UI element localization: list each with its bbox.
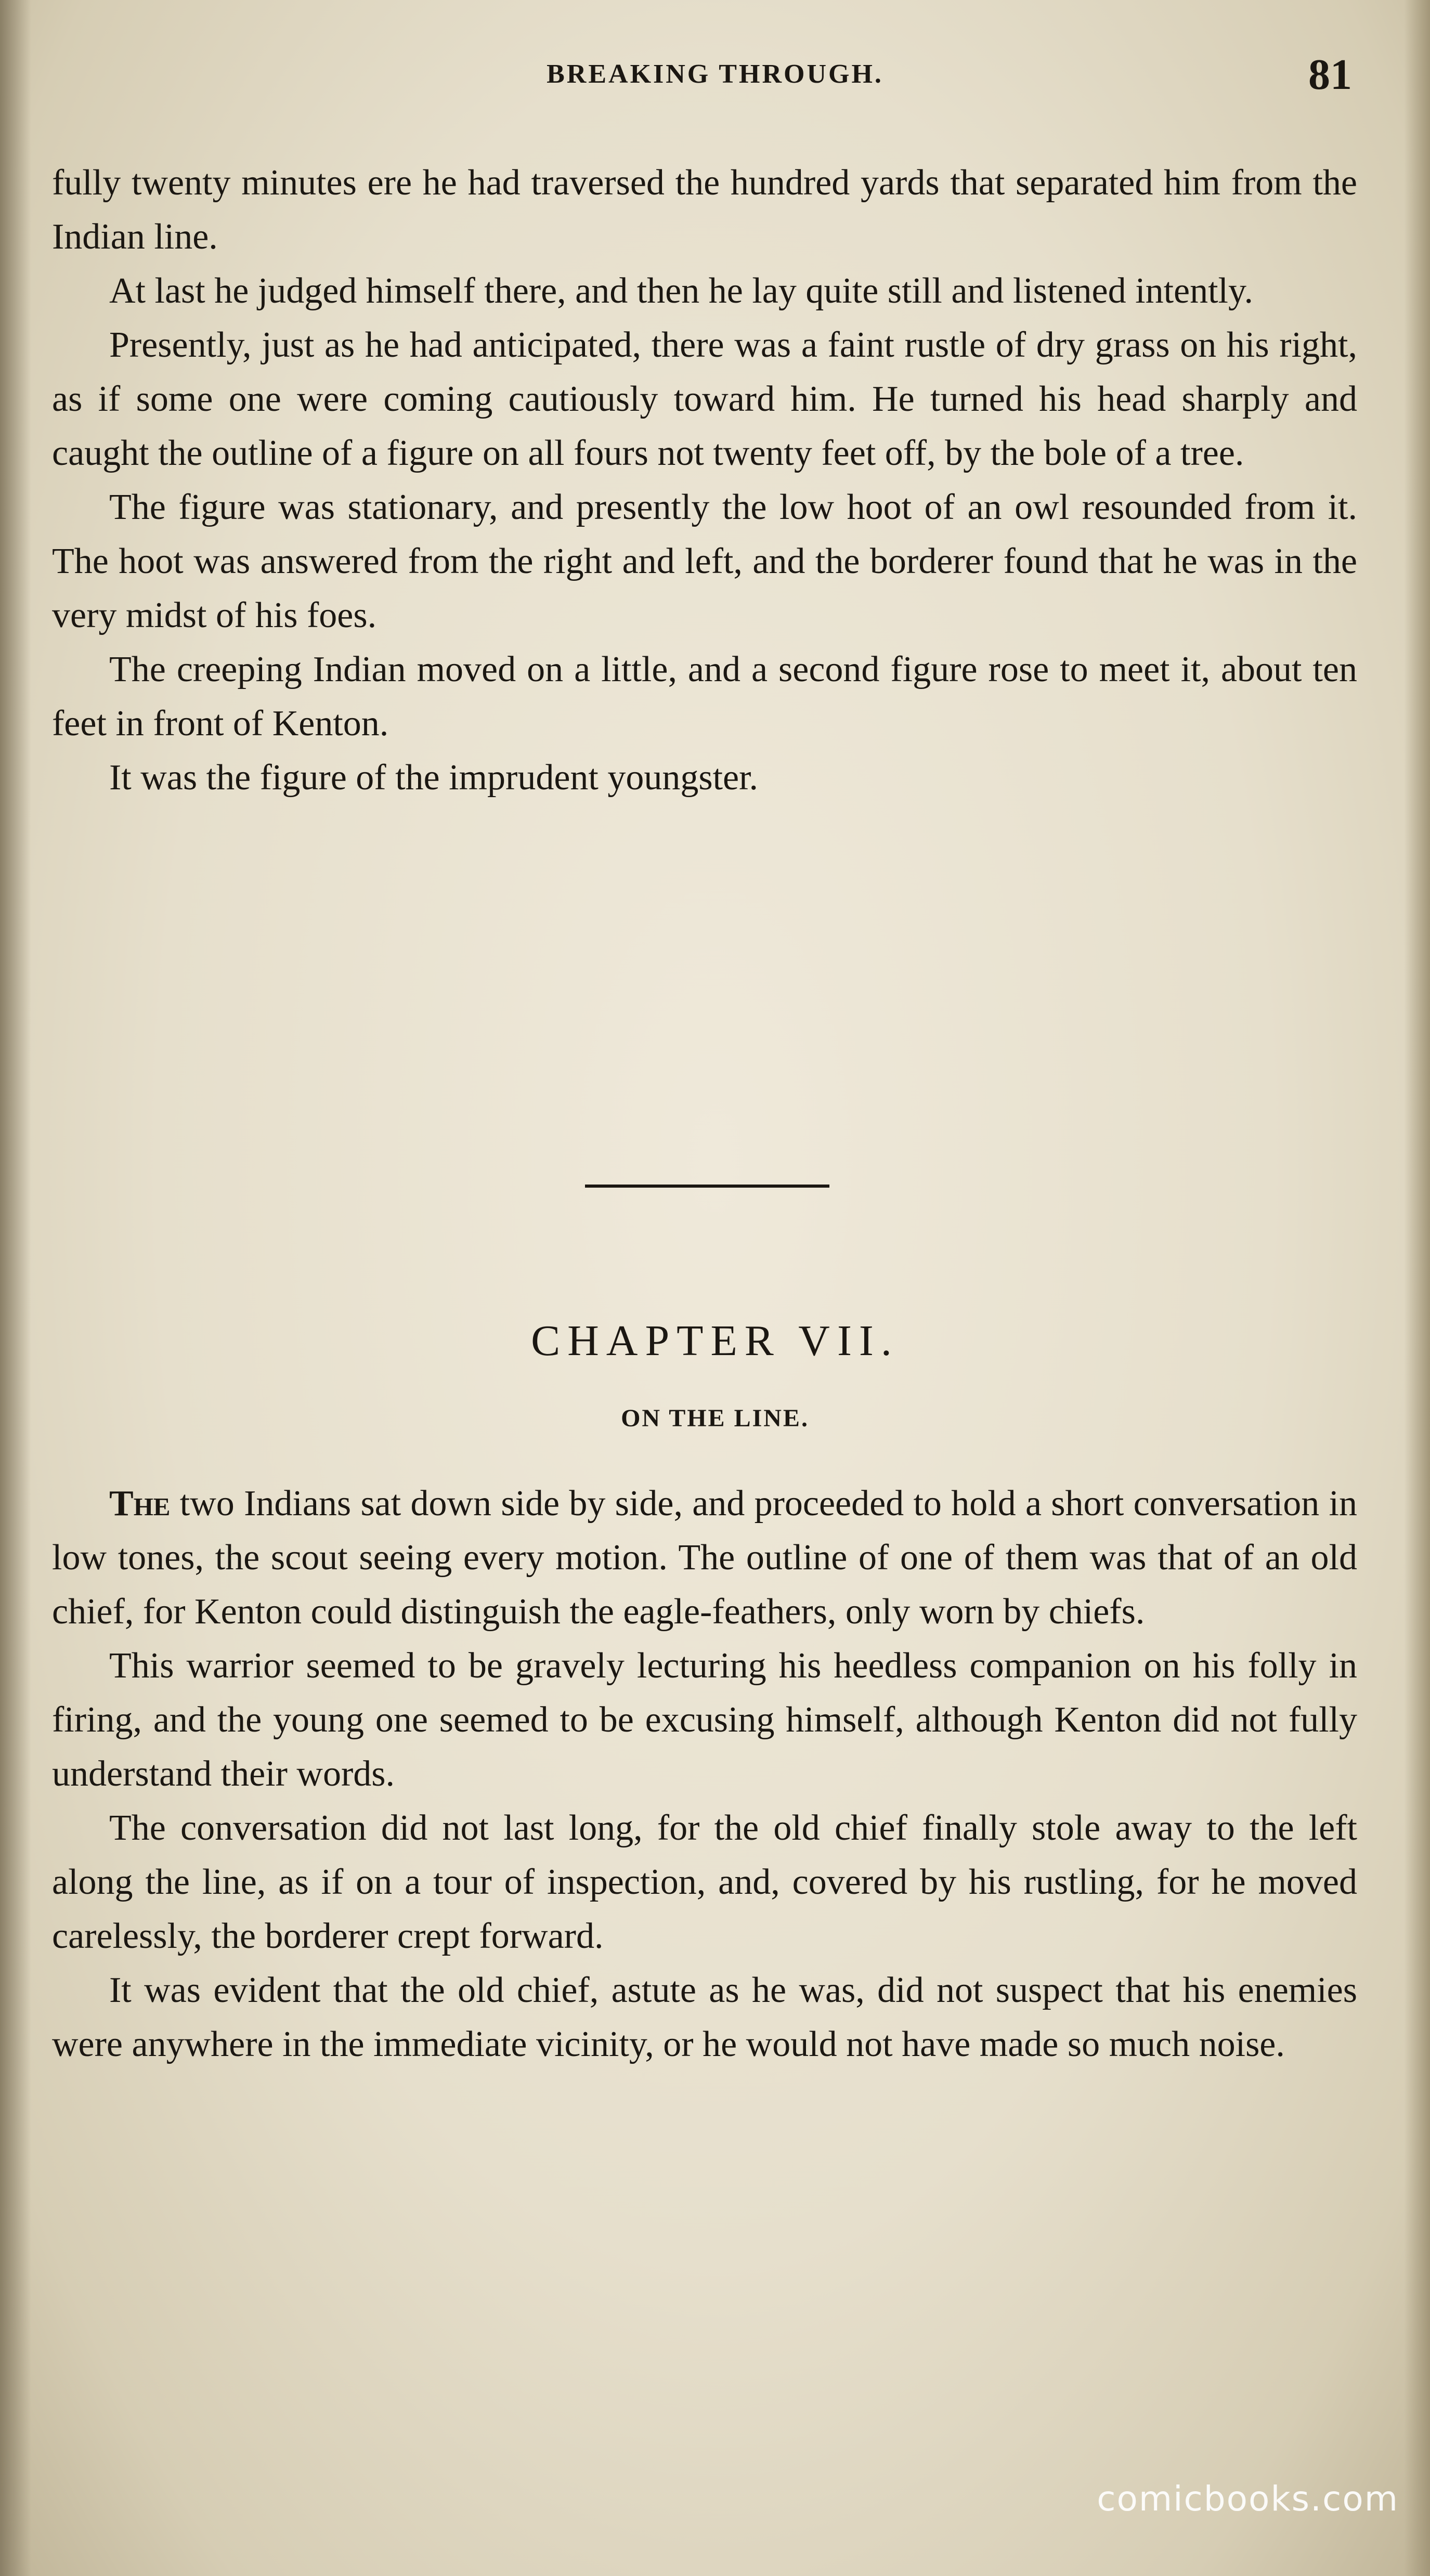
paragraph: It was the figure of the imprudent youngster. [109, 758, 759, 798]
paragraph: The figure was stationary, and presently the low hoot of an owl resounded from it. The hoot was answered from the right and left, and the borderer found that he was in the very midst of his foes. [52, 487, 1357, 635]
section-breaking-through [52, 156, 1357, 805]
section-on-the-line [52, 1477, 1357, 2072]
paragraph: At last he judged himself there, and then he lay quite still and listened intently. [109, 271, 1253, 311]
running-title: BREAKING THROUGH. [547, 59, 883, 89]
paragraph: The creeping Indian moved on a little, and a second figure rose to meet it, about ten feet in front of Kenton. [52, 649, 1357, 744]
paragraph [52, 1477, 1357, 1639]
section-divider-rule [585, 1185, 829, 1188]
watermark: comicbooks.com [1097, 2479, 1399, 2519]
paragraph: It was evident that the old chief, astute as he was, did not suspect that his enemies were anywhere in the immediate vicinity, or he would not have made so much noise. [52, 1970, 1357, 2064]
chapter-title: CHAPTER VII. [531, 1317, 899, 1365]
paragraph-text: two Indians sat down side by side, and proceeded to hold a short conversation in low tones, the scout seeing every motion. The outline of one of them was that of an old chief, for Kenton could distinguish the eagle-feathers, only worn by chiefs. [52, 1484, 1357, 1632]
paragraph: Presently, just as he had anticipated, there was a faint rustle of dry grass on his right, as if some one were coming cautiously toward him. He turned his head sharply and caught the outline of a figure on all fours not twenty feet off, by the bole of a tree. [52, 325, 1357, 473]
paragraph: The conversation did not last long, for the old chief finally stole away to the left along the line, as if on a tour of inspection, and, covered by his rustling, for he moved carelessly, the borderer crept forward. [52, 1808, 1357, 1956]
running-header [0, 49, 1430, 101]
lead-word: The [109, 1484, 171, 1524]
page-number: 81 [1308, 50, 1352, 99]
chapter-subtitle: ON THE LINE. [621, 1404, 809, 1432]
paragraph: fully twenty minutes ere he had traversed the hundred yards that separated him from the Indian line. [52, 163, 1357, 257]
page-edge-shadow-right [1404, 0, 1430, 2576]
paragraph: This warrior seemed to be gravely lecturing his heedless companion on his folly in firing, and the young one seemed to be excusing himself, although Kenton did not fully understand their words. [52, 1646, 1357, 1794]
page-edge-shadow-left [0, 0, 31, 2576]
